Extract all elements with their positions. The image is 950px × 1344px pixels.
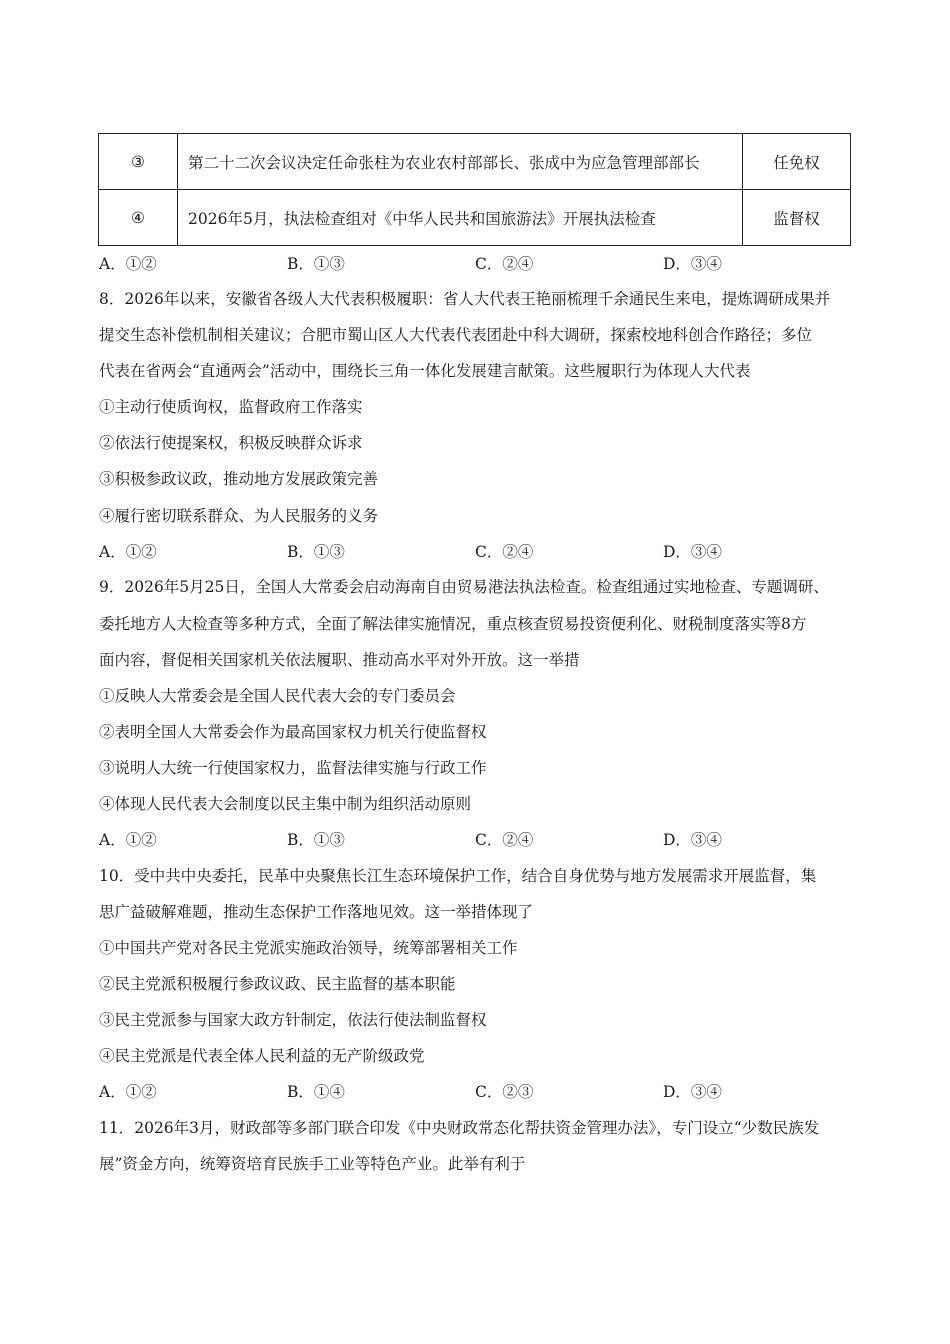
- row-power: 任免权: [743, 134, 851, 190]
- q8-item-2: ②依法行使提案权，积极反映群众诉求: [99, 434, 363, 452]
- q9-stem-line-3: 面内容，督促相关国家机关依法履职、推动高水平对外开放。这一举措: [99, 651, 580, 669]
- q7-options: [99, 253, 859, 275]
- option-b[interactable]: B．①③: [287, 543, 345, 561]
- option-c[interactable]: C．②④: [475, 543, 534, 561]
- q8-options: [99, 541, 859, 563]
- q10-item-1: ①中国共产党对各民主党派实施政治领导，统筹部署相关工作: [99, 939, 518, 957]
- option-c[interactable]: C．②④: [475, 255, 534, 273]
- table-row: [99, 134, 851, 190]
- option-a[interactable]: A．①②: [99, 1083, 157, 1101]
- option-d[interactable]: D．③④: [663, 543, 722, 561]
- option-c[interactable]: C．②④: [475, 831, 534, 849]
- q8-item-3: ③积极参政议政，推动地方发展政策完善: [99, 470, 379, 488]
- q10-options: [99, 1081, 859, 1103]
- q8-stem-line-1: 8．2026年以来，安徽省各级人大代表积极履职：省人大代表王艳丽梳理千余通民生来电，提炼调研成果并: [99, 290, 831, 308]
- option-b[interactable]: B．①③: [287, 831, 345, 849]
- option-a[interactable]: A．①②: [99, 543, 157, 561]
- q10-item-2: ②民主党派积极履行参政议政、民主监督的基本职能: [99, 975, 456, 993]
- q10-item-3: ③民主党派参与国家大政方针制定，依法行使法制监督权: [99, 1011, 487, 1029]
- row-content: 2026年5月，执法检查组对《中华人民共和国旅游法》开展执法检查: [178, 190, 743, 246]
- q8-item-1: ①主动行使质询权，监督政府工作落实: [99, 398, 363, 416]
- row-number: ④: [99, 190, 178, 246]
- q9-options: [99, 829, 859, 851]
- q9-stem-line-1: 9．2026年5月25日，全国人大常委会启动海南自由贸易港法执法检查。检查组通过实地检查、专题调研、: [99, 578, 829, 596]
- q9-stem-line-2: 委托地方人大检查等多种方式，全面了解法律实施情况，重点核查贸易投资便利化、财税制度落实等8方: [99, 615, 807, 633]
- option-b[interactable]: B．①④: [287, 1083, 345, 1101]
- option-a[interactable]: A．①②: [99, 255, 157, 273]
- q8-stem-line-2: 提交生态补偿机制相关建议；合肥市蜀山区人大代表代表团赴中科大调研，探索校地科创合作路径；多位: [99, 326, 813, 344]
- row-power: 监督权: [743, 190, 851, 246]
- option-d[interactable]: D．③④: [663, 1083, 722, 1101]
- q9-item-2: ②表明全国人大常委会作为最高国家权力机关行使监督权: [99, 723, 487, 741]
- row-number: ③: [99, 134, 178, 190]
- q11-stem-line-2: 展”资金方向，统筹资培育民族手工业等特色产业。此举有利于: [99, 1155, 526, 1173]
- q9-item-1: ①反映人大常委会是全国人民代表大会的专门委员会: [99, 687, 456, 705]
- option-d[interactable]: D．③④: [663, 255, 722, 273]
- q9-item-4: ④体现人民代表大会制度以民主集中制为组织活动原则: [99, 795, 472, 813]
- power-table: [98, 133, 851, 246]
- q11-stem-line-1: 11．2026年3月，财政部等多部门联合印发《中央财政常态化帮扶资金管理办法》，专门设立“少数民族发: [99, 1119, 820, 1137]
- row-content: 第二十二次会议决定任命张柱为农业农村部部长、张成中为应急管理部部长: [178, 134, 743, 190]
- q10-stem-line-1: 10．受中共中央委托，民革中央聚焦长江生态环境保护工作，结合自身优势与地方发展需求开展监督，集: [99, 867, 817, 885]
- q9-item-3: ③说明人大统一行使国家权力，监督法律实施与行政工作: [99, 759, 487, 777]
- option-c[interactable]: C．②③: [475, 1083, 534, 1101]
- q8-item-4: ④履行密切联系群众、为人民服务的义务: [99, 507, 379, 525]
- q10-item-4: ④民主党派是代表全体人民利益的无产阶级政党: [99, 1047, 425, 1065]
- table-row: [99, 190, 851, 246]
- option-a[interactable]: A．①②: [99, 831, 157, 849]
- q8-stem-line-3: 代表在省两会“直通两会”活动中，围绕长三角一体化发展建言献策。这些履职行为体现人大代表: [99, 362, 751, 380]
- option-b[interactable]: B．①③: [287, 255, 345, 273]
- option-d[interactable]: D．③④: [663, 831, 722, 849]
- q10-stem-line-2: 思广益破解难题，推动生态保护工作落地见效。这一举措体现了: [99, 903, 534, 921]
